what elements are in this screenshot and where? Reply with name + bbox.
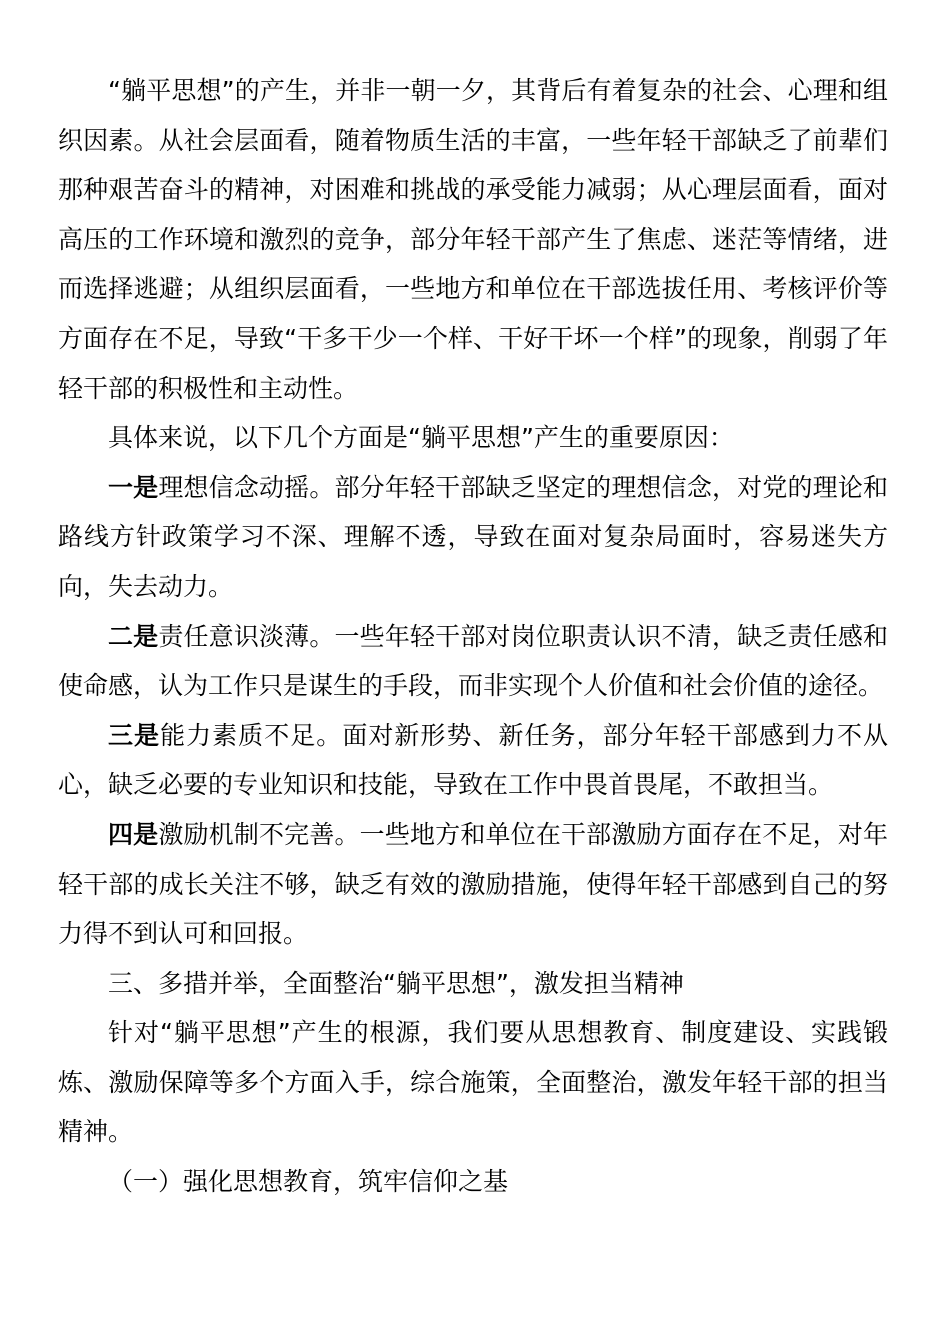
reason-4-lead: 四是	[108, 819, 159, 849]
reason-2-text: 责任意识淡薄。一些年轻干部对岗位职责认识不清，缺乏责任感和使命感，认为工作只是谋生的手段，而非实现个人价值和社会价值的途径。	[58, 621, 888, 701]
reason-2-lead: 二是	[108, 621, 159, 651]
paragraph-reasons-intro: 具体来说，以下几个方面是“躺平思想”产生的重要原因：	[108, 423, 734, 453]
paragraph-measures-intro: 针对“躺平思想”产生的根源，我们要从思想教育、制度建设、实践锻炼、激励保障等多个方面入手，综合施策，全面整治，激发年轻干部的担当精神。	[58, 1018, 888, 1147]
reason-4-text: 激励机制不完善。一些地方和单位在干部激励方面存在不足，对年轻干部的成长关注不够，缺乏有效的激励措施，使得年轻干部感到自己的努力得不到认可和回报。	[58, 819, 888, 949]
paragraph-reason-1	[58, 463, 888, 612]
paragraph-reason-3	[58, 711, 888, 810]
document-page	[58, 66, 888, 1207]
paragraph-causes-overview: “躺平思想”的产生，并非一朝一夕，其背后有着复杂的社会、心理和组织因素。从社会层面看，随着物质生活的丰富，一些年轻干部缺乏了前辈们那种艰苦奋斗的精神，对困难和挑战的承受能力减弱；从心理层面看，面对高压的工作环境和激烈的竞争，部分年轻干部产生了焦虑、迷茫等情绪，进而选择逃避；从组织层面看，一些地方和单位在干部选拔任用、考核评价等方面存在不足，导致“干多干少一个样、干好干坏一个样”的现象，削弱了年轻干部的积极性和主动性。	[58, 76, 888, 403]
reason-1-lead: 一是	[108, 472, 159, 502]
reason-1-text: 理想信念动摇。部分年轻干部缺乏坚定的理想信念，对党的理论和路线方针政策学习不深、理解不透，导致在面对复杂局面时，容易迷失方向，失去动力。	[58, 472, 888, 601]
paragraph-reason-2	[58, 612, 888, 711]
reason-3-text: 能力素质不足。面对新形势、新任务，部分年轻干部感到力不从心，缺乏必要的专业知识和技能，导致在工作中畏首畏尾，不敢担当。	[58, 720, 888, 800]
paragraph-reason-4	[58, 810, 888, 959]
section-heading-3: 三、多措并举，全面整治“躺平思想”，激发担当精神	[108, 968, 684, 998]
subsection-heading-1: （一）强化思想教育，筑牢信仰之基	[108, 1167, 509, 1197]
reason-3-lead: 三是	[108, 720, 161, 750]
